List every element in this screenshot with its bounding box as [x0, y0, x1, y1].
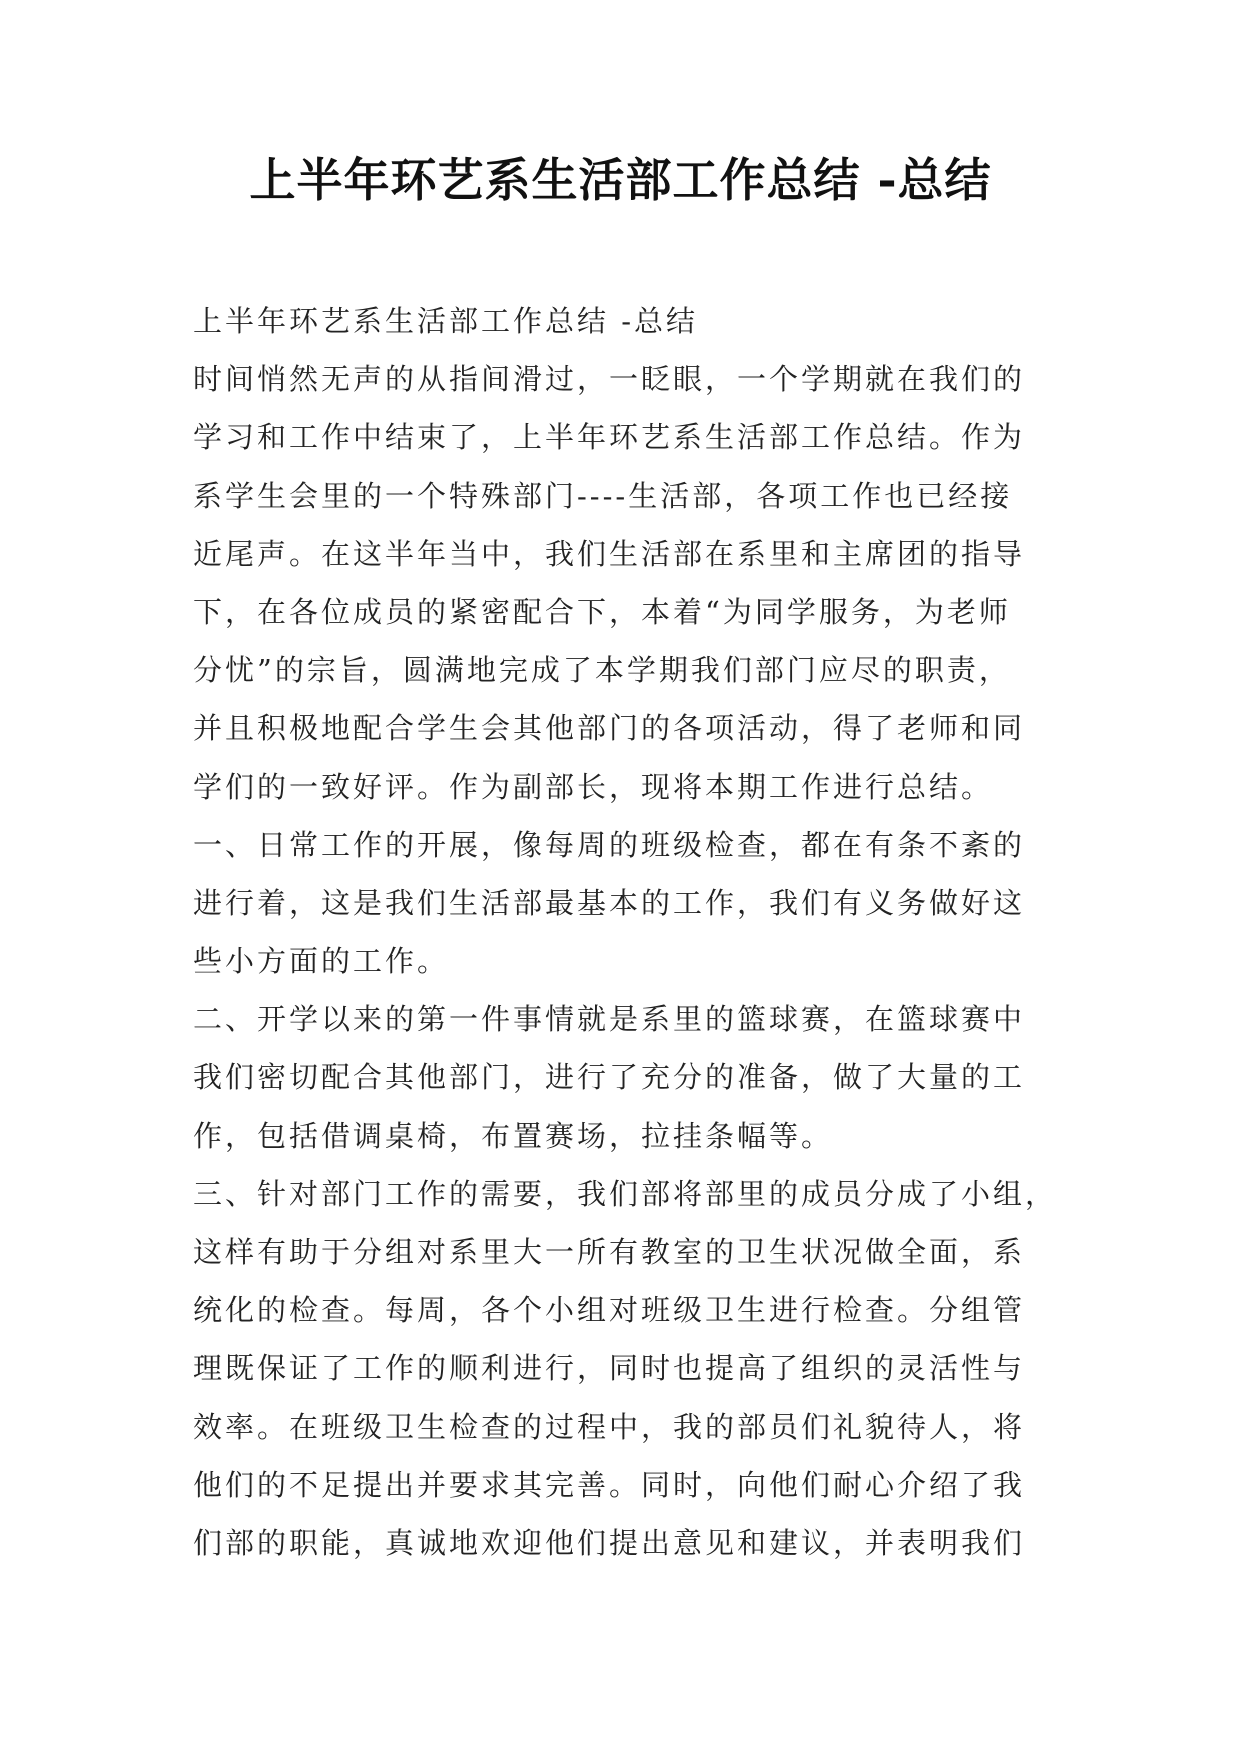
body-line: 进行着，这是我们生活部最基本的工作，我们有义务做好这: [193, 885, 1026, 920]
body-line: 下，在各位成员的紧密配合下，本着“为同学服务，为老师: [193, 594, 1011, 629]
body-line: 效率。在班级卫生检查的过程中，我的部员们礼貌待人，将: [193, 1409, 1026, 1444]
body-line: 统化的检查。每周，各个小组对班级卫生进行检查。分组管: [193, 1293, 1026, 1328]
body-line: 三、针对部门工作的需要，我们部将部里的成员分成了小组，: [193, 1176, 1058, 1211]
body-line: 这样有助于分组对系里大一所有教室的卫生状况做全面，系: [193, 1235, 1026, 1269]
body-line: 他们的不足提出并要求其完善。同时，向他们耐心介绍了我: [193, 1467, 1026, 1502]
body-line-subtitle: 上半年环艺系生活部工作总结 -总结: [193, 304, 699, 338]
body-line: 学们的一致好评。作为副部长，现将本期工作进行总结。: [193, 769, 994, 804]
body-line: 二、开学以来的第一件事情就是系里的篮球赛，在篮球赛中: [193, 1002, 1026, 1037]
document-title: 上半年环艺系生活部工作总结 -总结: [249, 153, 992, 207]
body-line: 理既保证了工作的顺利进行，同时也提高了组织的灵活性与: [193, 1351, 1026, 1386]
body-line: 分忧”的宗旨，圆满地完成了本学期我们部门应尽的职责，: [193, 653, 1011, 688]
body-line: 我们密切配合其他部门，进行了充分的准备，做了大量的工: [193, 1060, 1026, 1095]
body-line: 一、日常工作的开展，像每周的班级检查，都在有条不紊的: [193, 827, 1026, 862]
body-line: 作，包括借调桌椅，布置赛场，拉挂条幅等。: [193, 1118, 834, 1153]
body-line: 并且积极地配合学生会其他部门的各项活动，得了老师和同: [193, 711, 1026, 746]
document-body: [193, 292, 1058, 1572]
body-line: 近尾声。在这半年当中，我们生活部在系里和主席团的指导: [193, 536, 1026, 571]
body-line: 时间悄然无声的从指间滑过，一眨眼，一个学期就在我们的: [193, 362, 1026, 397]
body-line: 系学生会里的一个特殊部门----生活部，各项工作也已经接: [193, 478, 1013, 513]
body-line: 们部的职能，真诚地欢迎他们提出意见和建议，并表明我们: [193, 1525, 1026, 1560]
body-line: 学习和工作中结束了，上半年环艺系生活部工作总结。作为: [193, 420, 1026, 455]
body-line: 些小方面的工作。: [193, 944, 450, 979]
